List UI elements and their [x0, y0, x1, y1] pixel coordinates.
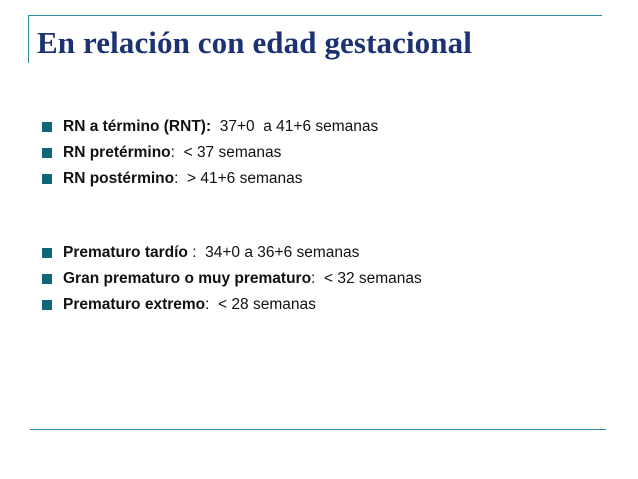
- list-item: [42, 143, 378, 169]
- item-value: 34+0 a 36+6 semanas: [196, 244, 360, 261]
- list-item: [42, 169, 378, 195]
- item-separator: :: [205, 296, 210, 313]
- item-term: Gran prematuro o muy prematuro: [63, 270, 312, 287]
- square-bullet-icon: [42, 274, 52, 284]
- newborn-classification-list: [42, 117, 378, 195]
- item-value: > 41+6 semanas: [178, 170, 303, 187]
- list-item: [42, 269, 422, 295]
- title-top-rule: [28, 15, 602, 16]
- item-term: RN postérmino: [63, 170, 175, 187]
- item-separator: :: [187, 244, 197, 261]
- item-term: Prematuro tardío: [63, 244, 188, 261]
- item-term: Prematuro extremo: [63, 296, 206, 313]
- item-value: < 37 semanas: [174, 144, 282, 161]
- list-item: [42, 295, 422, 321]
- item-separator: :: [170, 144, 175, 161]
- square-bullet-icon: [42, 148, 52, 158]
- item-value: < 32 semanas: [315, 270, 422, 287]
- slide-title: En relación con edad gestacional: [37, 25, 472, 60]
- list-item: [42, 243, 422, 269]
- list-item: [42, 117, 378, 143]
- item-term: RN pretérmino: [63, 144, 171, 161]
- prematurity-classification-list: [42, 243, 422, 321]
- item-term: RN a término (RNT):: [63, 118, 212, 135]
- square-bullet-icon: [42, 300, 52, 310]
- item-value: 37+0 a 41+6 semanas: [211, 118, 379, 135]
- square-bullet-icon: [42, 248, 52, 258]
- square-bullet-icon: [42, 122, 52, 132]
- item-separator: :: [174, 170, 179, 187]
- item-separator: :: [311, 270, 316, 287]
- title-left-rule: [28, 15, 29, 63]
- footer-rule: [30, 429, 606, 430]
- item-value: < 28 semanas: [209, 296, 316, 313]
- square-bullet-icon: [42, 174, 52, 184]
